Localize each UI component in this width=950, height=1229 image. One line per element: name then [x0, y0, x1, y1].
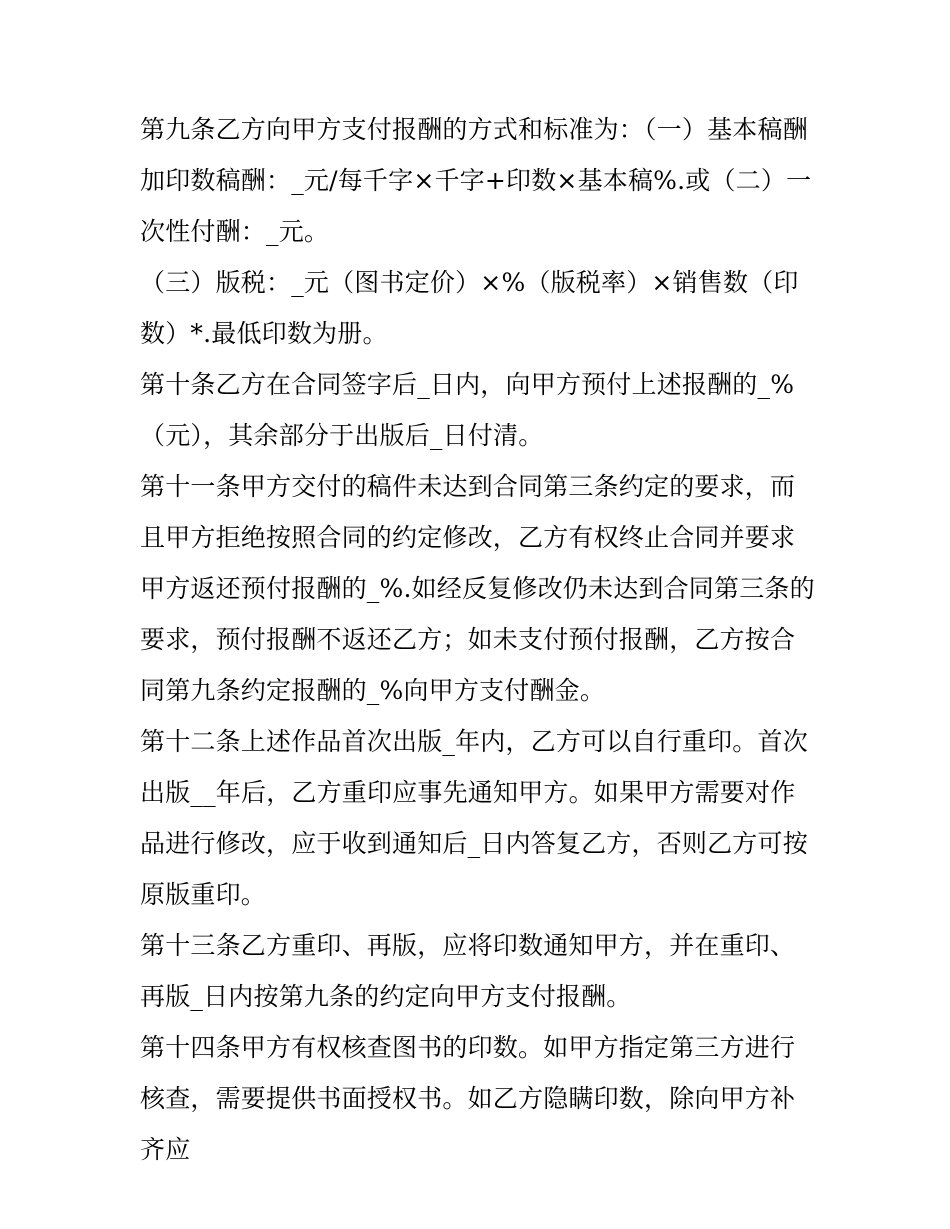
clause-11-paragraph: 第十一条甲方交付的稿件未达到合同第三条约定的要求，而且甲方拒绝按照合同的约定修改，乙方有权终止合同并要求甲方返还预付报酬的_%.如经反复修改仍未达到合同第三条的要求，预付报酬不返还乙方；如未支付预付报酬，乙方按合同第九条约定报酬的_%向甲方支付酬金。 [140, 472, 815, 705]
clause-13-paragraph: 第十三条乙方重印、再版，应将印数通知甲方，并在重印、再版_日内按第九条的约定向甲方支付报酬。 [140, 931, 796, 1011]
clause-9-royalty-paragraph: （三）版税：_元（图书定价）×%（版税率）×销售数（印数）*.最低印数为册。 [140, 268, 799, 348]
clause-9-paragraph: 第九条乙方向甲方支付报酬的方式和标准为：（一）基本稿酬加印数稿酬：_元/每千字×千字+印数×基本稿%.或（二）一次性付酬：_元。 [140, 115, 812, 246]
document-body [140, 104, 820, 1175]
clause-12-paragraph: 第十二条上述作品首次出版_年内，乙方可以自行重印。首次出版__年后，乙方重印应事先通知甲方。如果甲方需要对作品进行修改，应于收到通知后_日内答复乙方，否则乙方可按原版重印。 [140, 727, 808, 909]
clause-10-paragraph: 第十条乙方在合同签字后_日内，向甲方预付上述报酬的_%（元），其余部分于出版后_日付清。 [140, 370, 795, 450]
clause-14-paragraph: 第十四条甲方有权核查图书的印数。如甲方指定第三方进行核查，需要提供书面授权书。如乙方隐瞒印数，除向甲方补齐应 [140, 1033, 796, 1164]
